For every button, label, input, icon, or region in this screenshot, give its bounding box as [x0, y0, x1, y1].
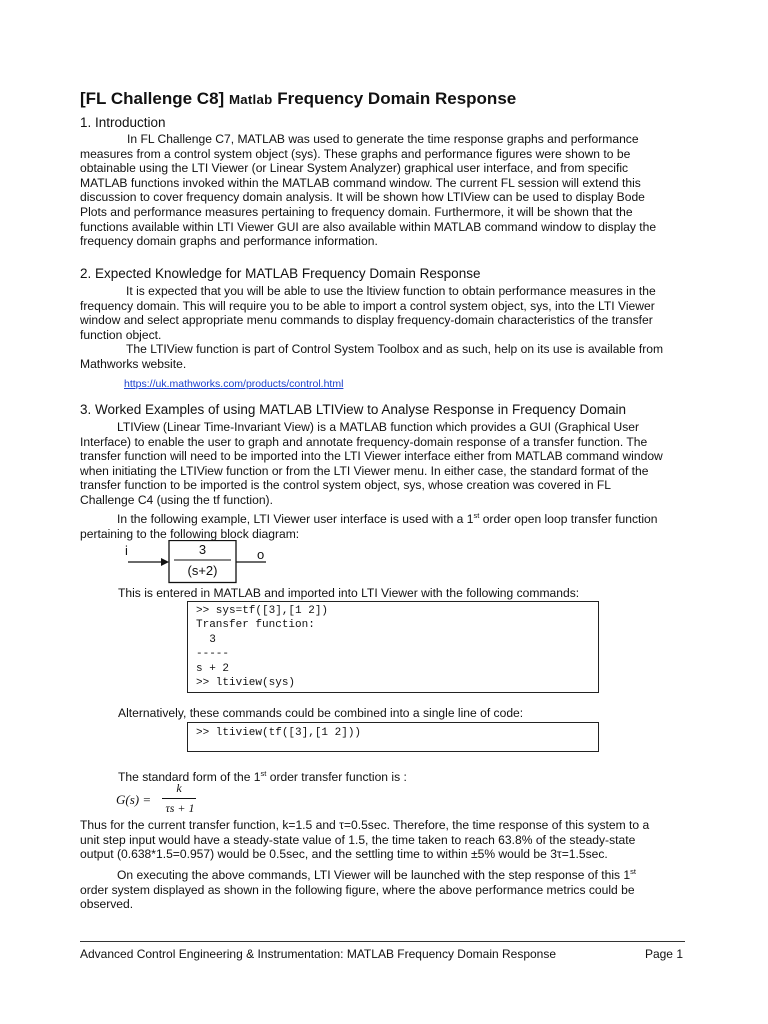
output-label: o [257, 547, 265, 562]
paragraph-line: window and select appropriate menu commands to display frequency-domain characteristics of the transfer [80, 313, 653, 328]
executing-paragraph [80, 865, 680, 912]
superscript: st [260, 769, 267, 778]
section-3-body [80, 420, 680, 508]
code-line: 3 [196, 633, 216, 646]
formula-denominator: τs + 1 [165, 801, 195, 815]
code-line: >> ltiview(sys) [196, 677, 296, 690]
paragraph-line: The LTIView function is part of Control System Toolbox and as such, help on its use is available from [126, 342, 664, 357]
section-1-heading: 1. Introduction [80, 115, 166, 130]
code-line: Transfer function: [196, 619, 315, 632]
thus-paragraph [80, 818, 680, 862]
executing-text: On executing the above commands, LTI Viewer will be launched with the step response of this 1 [117, 868, 631, 883]
code-line: ----- [196, 648, 230, 661]
example-intro [80, 509, 680, 541]
entered-text: This is entered in MATLAB and imported into LTI Viewer with the following commands: [118, 586, 580, 600]
block-numerator: 3 [198, 542, 207, 557]
paragraph-line: frequency domain graphs and performance information. [80, 234, 378, 249]
paragraph-line: output (0.638*1.5=0.957) would be 0.5sec, and the settling time to within ±5% would be 3τ=1.5sec. [80, 847, 608, 862]
title-rest: Frequency Domain Response [272, 89, 517, 108]
transfer-function-formula [116, 781, 226, 819]
alternative-text: Alternatively, these commands could be combined into a single line of code: [118, 706, 524, 720]
superscript: st [473, 511, 480, 520]
section-2-body [80, 284, 680, 372]
paragraph-line: function object. [80, 327, 162, 342]
footer-title: Advanced Control Engineering & Instrumentation: MATLAB Frequency Domain Response [80, 947, 557, 961]
mathworks-link[interactable]: https://uk.mathworks.com/products/control.html [124, 378, 344, 390]
paragraph-line: Thus for the current transfer function, k=1.5 and τ=0.5sec. Therefore, the time response of this system to a [80, 818, 650, 832]
paragraph-line: discussion to cover frequency domain analysis. It will be shown how LTIView can be used to display Bode [80, 190, 645, 205]
input-label: i [125, 543, 128, 558]
paragraph-line: LTIView (Linear Time-Invariant View) is a MATLAB function which provides a GUI (Graphical User [117, 420, 640, 434]
code-block-2 [187, 722, 599, 752]
mathworks-link-row [124, 374, 343, 392]
title-prefix: [FL Challenge C8] [80, 89, 229, 108]
block-diagram [118, 540, 278, 590]
paragraph-line: frequency domain. This will require you to be able to import a control system object, sys, into the LTI Viewer [80, 298, 655, 313]
block-denominator: (s+2) [187, 563, 218, 578]
paragraph-line: Plots and performance measures pertaining to frequency domain. Furthermore, it will be shown that the [80, 204, 633, 219]
example-text: In the following example, LTI Viewer user interface is used with a 1 [117, 512, 474, 527]
section-3-heading: 3. Worked Examples of using MATLAB LTIView to Analyse Response in Frequency Domain [80, 402, 627, 417]
paragraph-line: Challenge C4 (using the tf function). [80, 492, 273, 507]
paragraph-line: transfer function will need to be imported into the LTI Viewer interface either from MATLAB command window [80, 449, 663, 464]
code-line: >> ltiview(tf([3],[1 2])) [196, 727, 362, 739]
page-title [80, 89, 516, 109]
formula-lhs: G(s) = [116, 792, 152, 807]
paragraph-line: measures from a control system object (sys). These graphs and performance figures were shown to be [80, 146, 631, 161]
paragraph-line: functions available within LTI Viewer GUI are also available within MATLAB command window to display the [80, 219, 657, 234]
title-matlab: Matlab [228, 92, 273, 107]
paragraph-line: pertaining to the following block diagram: [80, 526, 300, 541]
paragraph-line: In FL Challenge C7, MATLAB was used to generate the time response graphs and performance [127, 132, 639, 146]
paragraph-line: order system displayed as shown in the following figure, where the above performance metrics could be [80, 882, 635, 897]
paragraph-line: Mathworks website. [80, 356, 187, 371]
paragraph-line: when initiating the LTIView function or from the LTI Viewer menu. In either case, the standard format of the [80, 463, 649, 478]
footer-divider [80, 941, 685, 942]
section-2-heading: 2. Expected Knowledge for MATLAB Frequency Domain Response [80, 266, 481, 281]
standard-form-suffix: order transfer function is : [266, 770, 407, 785]
page-number: Page 1 [644, 947, 683, 961]
paragraph-line: unit step input would have a steady-state value of 1.5, the time taken to reach 63.8% of the steady-state [80, 832, 636, 847]
standard-form-prefix: The standard form of the 1 [118, 770, 261, 785]
paragraph-line [80, 509, 680, 527]
section-1-body [80, 132, 680, 249]
example-text: order open loop transfer function [479, 512, 658, 527]
code-lines [188, 602, 598, 690]
input-arrow-head [161, 558, 169, 566]
superscript: st [630, 867, 636, 876]
paragraph-line: transfer function to be imported is the control system object, sys, whose creation was covered in FL [80, 478, 612, 493]
paragraph-line: observed. [80, 897, 134, 912]
paragraph-line [80, 865, 680, 883]
formula-numerator: k [176, 781, 182, 795]
code-line: s + 2 [196, 662, 230, 675]
paragraph-line: Interface) to enable the user to graph and annotate frequency-domain response of a transfer function. The [80, 434, 648, 449]
code-line: >> sys=tf([3],[1 2]) [196, 605, 329, 617]
code-block-1 [187, 601, 599, 693]
paragraph-line: MATLAB functions invoked within the MATLAB command window. The current FL session will extend this [80, 175, 641, 190]
formula-fraction-bar [162, 798, 196, 799]
paragraph-line: It is expected that you will be able to use the ltiview function to obtain performance measures in the [126, 284, 656, 298]
paragraph-line: obtainable using the LTI Viewer (or Linear System Analyzer) graphical user interface, and from specific [80, 161, 629, 176]
